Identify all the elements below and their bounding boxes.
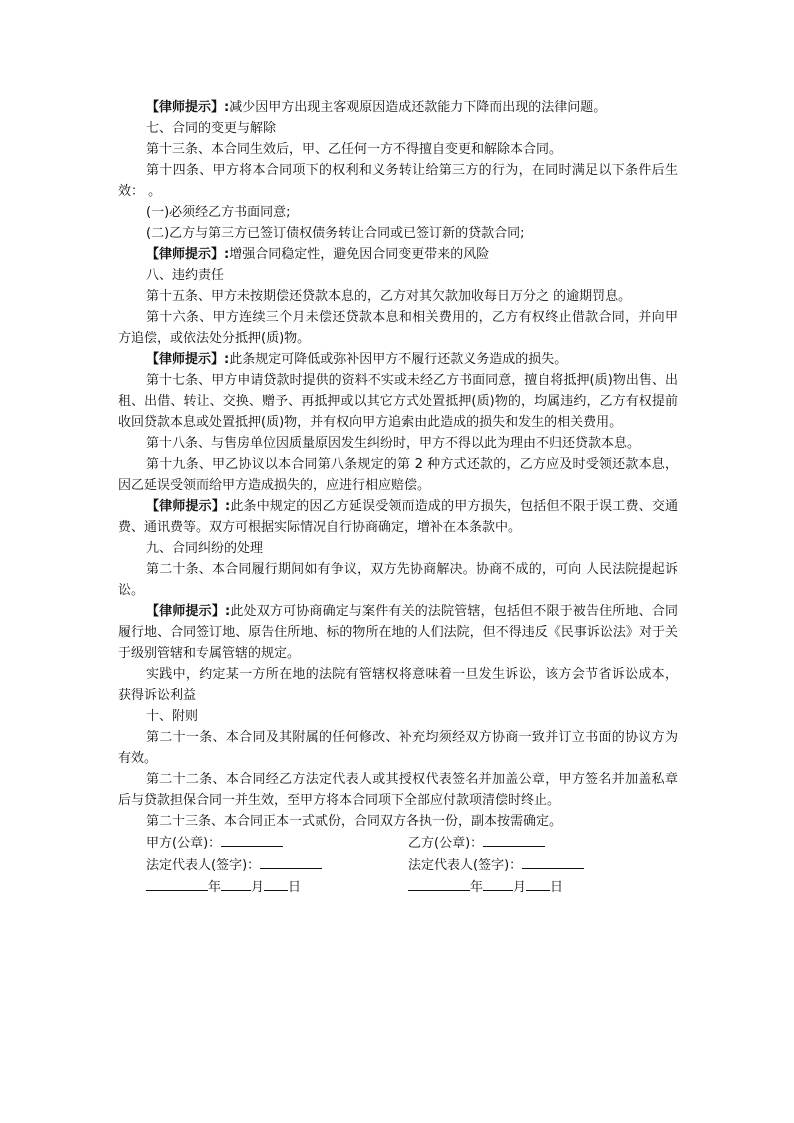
year-blank[interactable] [146,876,208,891]
paragraph-text: 减少因甲方出现主客观原因造成还款能力下降而出现的法律问题。 [229,100,607,115]
paragraph-text: 增强合同稳定性，避免因合同变更带来的风险 [229,247,490,262]
day-blank[interactable] [264,876,288,891]
clause-15: 第十五条、甲方未按期偿还贷款本息的，乙方对其欠款加收每日万分之 的逾期罚息。 [146,289,632,304]
clause-22: 第二十二条、本合同经乙方法定代表人或其授权代表签名并加盖公章，甲方签名并加盖私章后与贷款担保合同一并生效，至甲方将本合同项下全部应付款项清偿时终止。 [118,772,678,808]
party-a-seal [146,832,283,855]
party-a-rep-label: 法定代表人(签字)： [146,858,261,873]
clause-21: 第二十一条、本合同及其附属的任何修改、补充均须经双方协商一致并订立书面的协议方为有效。 [118,730,678,766]
year-blank[interactable] [408,876,470,891]
lawyer-tip-paragraph [118,97,678,118]
section-heading: 七、合同的变更与解除 [146,121,277,136]
signature-rep-row [118,854,678,876]
lawyer-tip-paragraph [118,496,678,538]
lawyer-tip-label: 【律师提示】: [146,352,230,367]
lawyer-tip-label: 【律师提示】: [146,100,230,115]
practice-note: 实践中，约定某一方所在地的法院有管辖权将意味着一旦发生诉讼，该方会节省诉讼成本，获得诉讼利益 [118,667,678,703]
party-a-rep [146,854,322,877]
clause-18: 第十八条、与售房单位因质量原因发生纠纷时，甲方不得以此为理由不归还贷款本息。 [146,436,641,451]
section-heading: 九、合同纠纷的处理 [146,541,264,556]
month-blank[interactable] [221,876,251,891]
year-label: 年 [470,880,484,895]
day-label: 日 [288,880,302,895]
condition-1: (一)必须经乙方书面同意; [146,205,291,220]
clause-20: 第二十条、本合同履行期间如有争议，双方先协商解决。协商不成的，可向 人民法院提起诉讼。 [118,562,678,598]
signature-date-row [118,876,678,898]
clause-17: 第十七条、甲方申请贷款时提供的资料不实或未经乙方书面同意，擅自将抵押(质)物出售、出租、出借、转让、交换、赠予、再抵押或以其它方式处置抵押(质)物的，均属违约，乙方有权提前收回贷款本息或处置抵押(质)物，并有权向甲方追索由此造成的损失和发生的相关费用。 [118,373,678,430]
party-b-seal [408,832,545,855]
year-label: 年 [208,880,222,895]
section-heading: 八、违约责任 [146,268,225,283]
paragraph-text: 此处双方可协商确定与案件有关的法院管辖，包括但不限于被告住所地、合同履行地、合同签订地、原告住所地、标的物所在地的人们法院，但不得违反《民事诉讼法》对于关于级别管辖和专属管辖的规定。 [118,604,678,661]
clause-13: 第十三条、本合同生效后，甲、乙任何一方不得擅自变更和解除本合同。 [146,142,563,157]
party-b-rep [408,854,584,877]
clause-23: 第二十三条、本合同正本一式贰份，合同双方各执一份，副本按需确定。 [146,814,563,829]
clause-19: 第十九条、甲乙协议以本合同第八条规定的第 2 种方式还款的，乙方应及时受领还款本息，因乙延误受领而给甲方造成损失的，应进行相应赔偿。 [118,457,678,493]
lawyer-tip-label: 【律师提示】: [146,499,231,514]
lawyer-tip-label: 【律师提示】: [146,247,230,262]
party-a-seal-label: 甲方(公章)： [146,836,222,851]
contract-body [118,97,678,898]
clause-16: 第十六条、甲方连续三个月未偿还贷款本息和相关费用的，乙方有权终止借款合同，并向甲方追偿，或依法处分抵押(质)物。 [118,310,678,346]
day-label: 日 [550,880,564,895]
month-label: 月 [513,880,527,895]
party-b-rep-label: 法定代表人(签字)： [408,858,523,873]
party-b-seal-blank[interactable] [483,832,545,847]
paragraph-text: 此条中规定的因乙方延误受领而造成的甲方损失，包括但不限于误工费、交通费、通讯费等。双方可根据实际情况自行协商确定，增补在本条款中。 [118,499,678,535]
month-label: 月 [251,880,265,895]
party-a-date [146,876,301,899]
month-blank[interactable] [483,876,513,891]
party-b-seal-label: 乙方(公章)： [408,836,484,851]
signature-seal-row [118,832,678,854]
party-b-rep-blank[interactable] [522,854,584,869]
lawyer-tip-paragraph [118,601,678,664]
party-a-seal-blank[interactable] [221,832,283,847]
party-a-rep-blank[interactable] [260,854,322,869]
section-heading: 十、附则 [146,709,199,724]
lawyer-tip-label: 【律师提示】: [146,604,231,619]
paragraph-text: 此条规定可降低或弥补因甲方不履行还款义务造成的损失。 [229,352,568,367]
condition-2: (二)乙方与第三方已签订债权债务转让合同或已签订新的贷款合同; [146,226,525,241]
clause-14: 第十四条、甲方将本合同项下的权利和义务转让给第三方的行为，在同时满足以下条件后生效： 。 [118,163,678,199]
lawyer-tip-paragraph [118,244,678,265]
lawyer-tip-paragraph [118,349,678,370]
day-blank[interactable] [526,876,550,891]
party-b-date [408,876,563,899]
